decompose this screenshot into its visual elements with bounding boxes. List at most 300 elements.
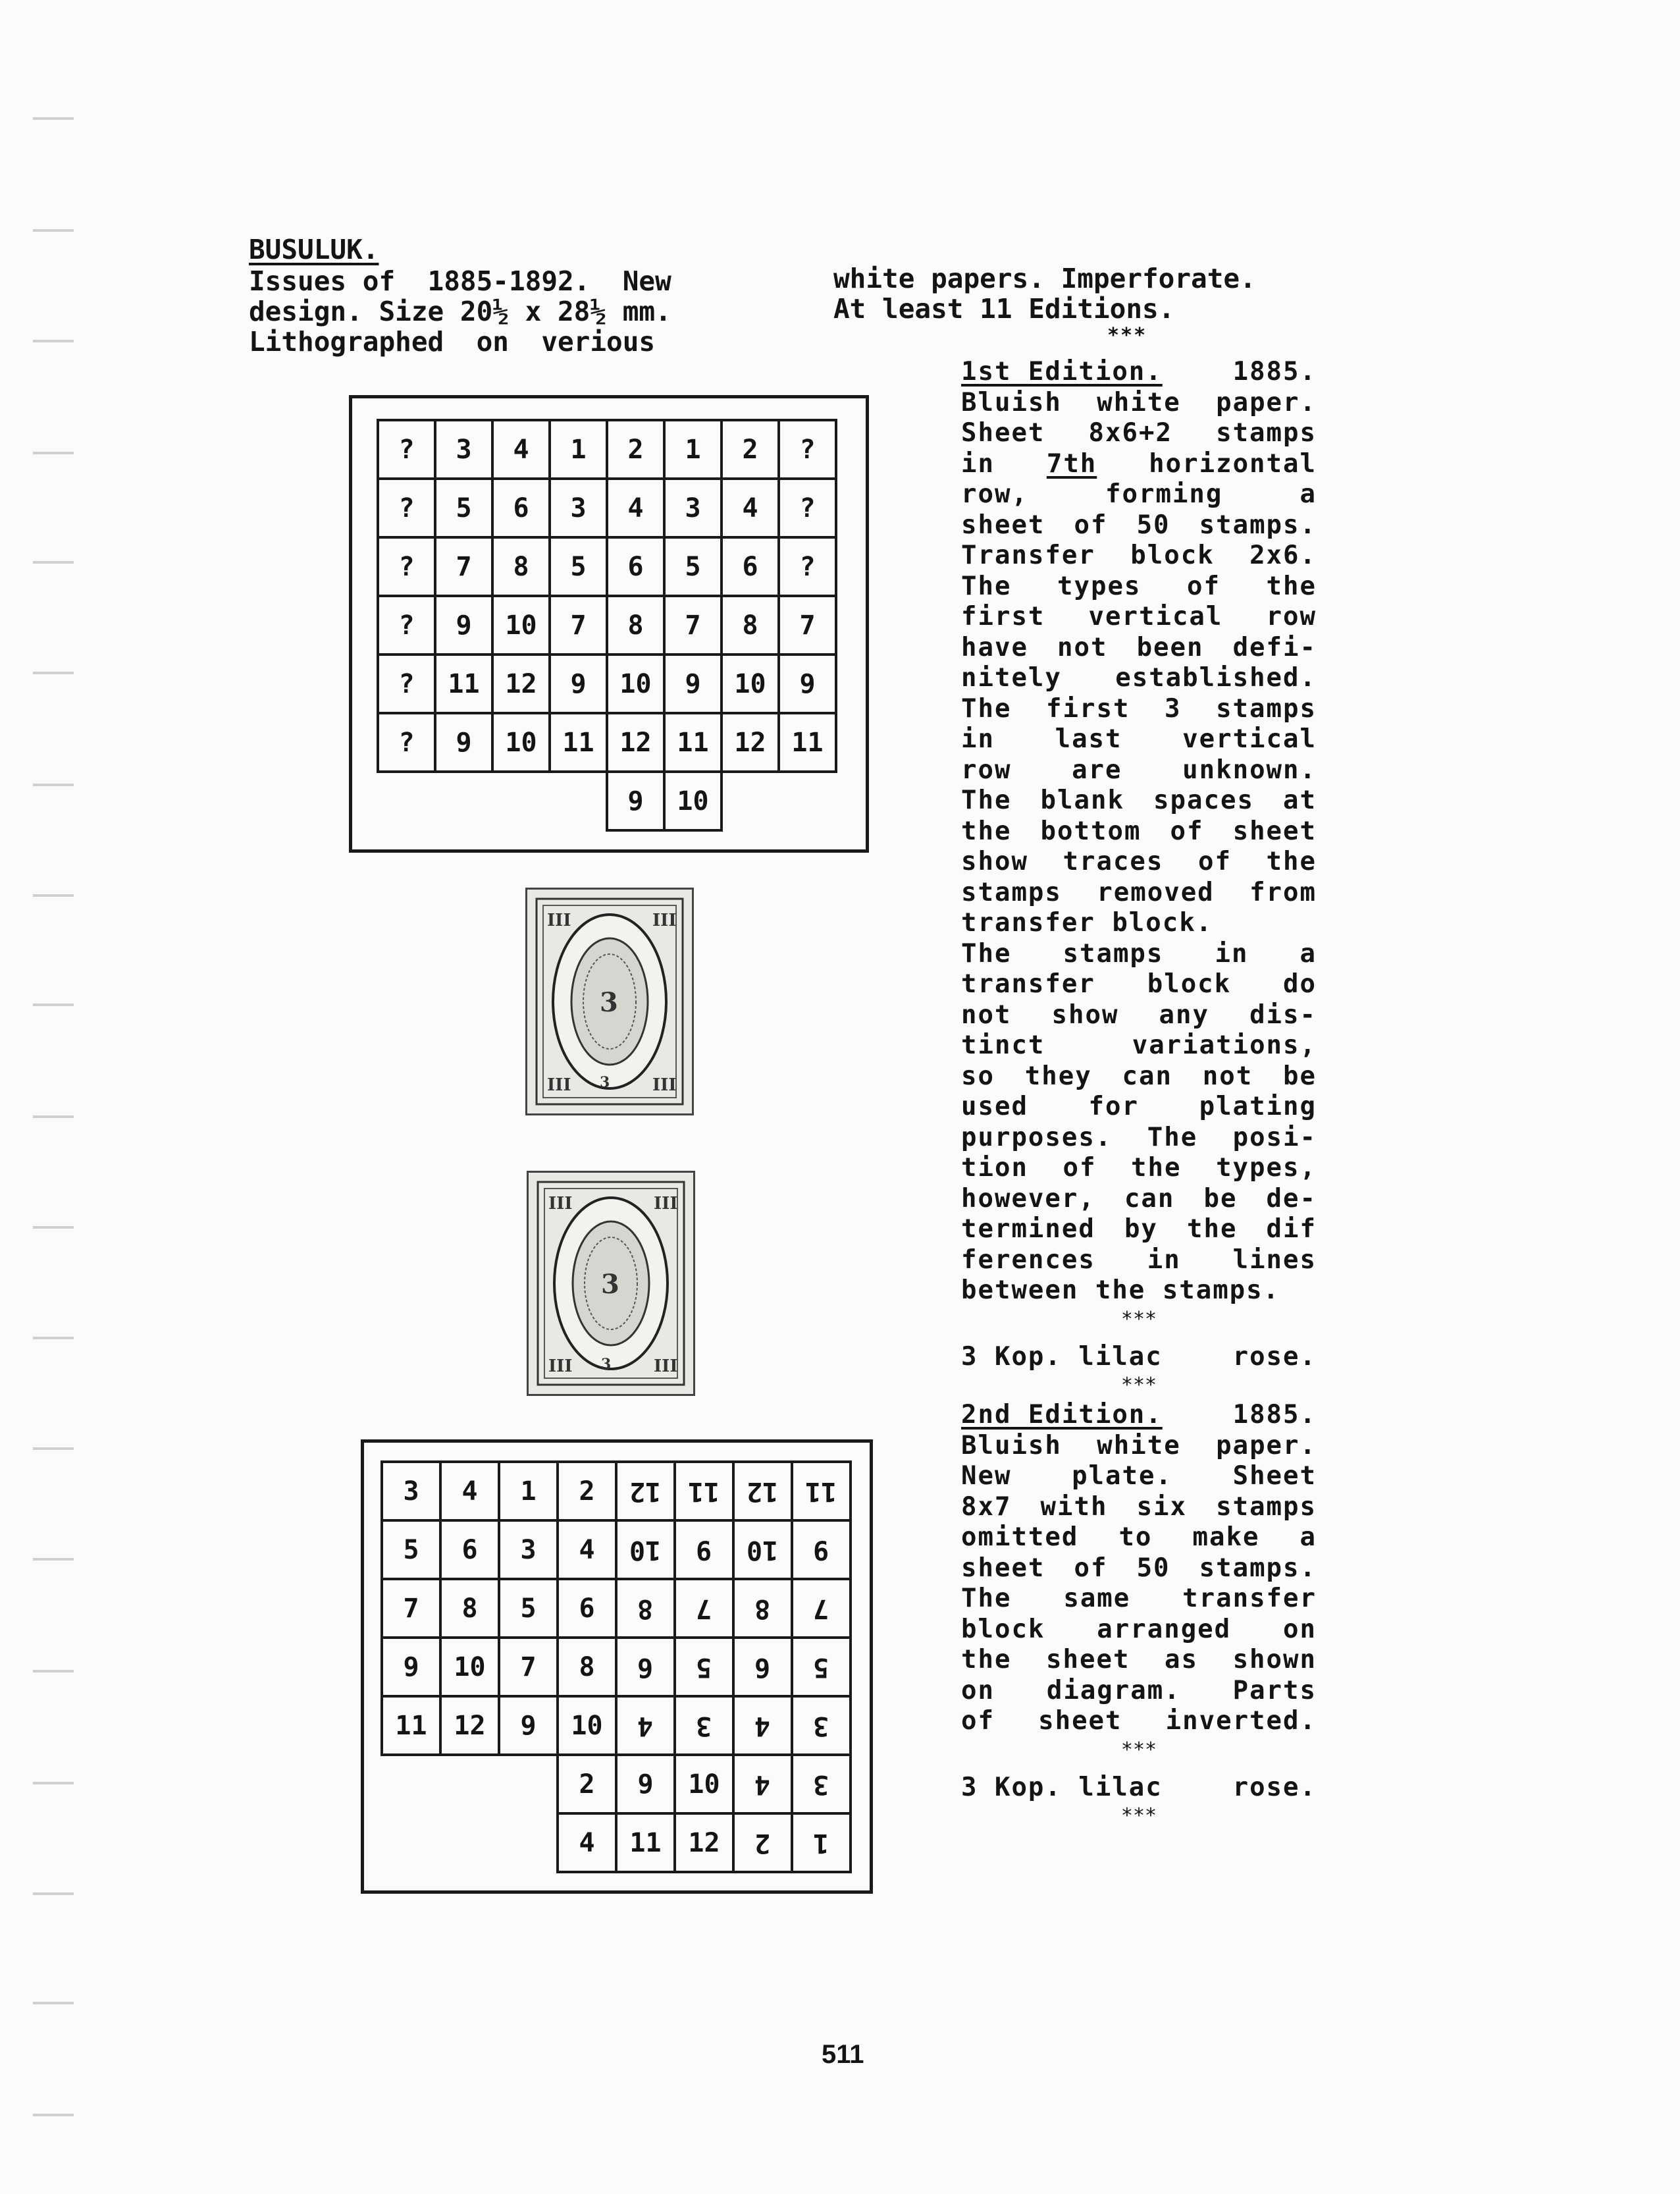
diagram-1-cell-value: ? [398,493,415,523]
diagram-2-cell [673,1578,735,1639]
diagram-1-cell [377,536,436,597]
svg-text:III: III [547,911,571,930]
edition-1-line-word: The [961,571,1012,601]
edition-1-line [961,541,1317,572]
diagram-1-cell [663,653,723,714]
diagram-1-cell-value: 11 [562,727,594,758]
diagram-2-cell [439,1695,500,1756]
svg-text:III: III [547,1075,571,1095]
diagram-2-cell [498,1460,559,1522]
diagram-2-cell-value: 6 [637,1651,654,1682]
svg-text:3: 3 [600,1074,610,1091]
diagram-1-cell-value: 12 [505,668,537,699]
edition-2-line-word: sheet [961,1553,1045,1583]
svg-text:III: III [548,1356,573,1376]
edition-1-line-word: can [1124,1183,1175,1214]
diagram-2-cell-value: 11 [805,1476,837,1507]
edition-1-line-word: Transfer [961,541,1095,570]
edition-2-line-word: inverted. [1165,1706,1317,1736]
edition-1-line-word: by [1124,1214,1158,1244]
diagram-1-cell [548,536,608,597]
edition-1-line-word: be [1203,1183,1238,1214]
diagram-2-cell-value: 9 [696,1534,712,1565]
edition-2-stamp-line-word: 3 Kop. lilac [961,1772,1163,1802]
diagram-1-cell [663,712,723,773]
edition-1-line [961,939,1317,970]
diagram-2-cell-value: 10 [629,1534,662,1565]
diagram-2-cell-value: 4 [637,1710,654,1741]
diagram-2-cell-value: 10 [454,1651,486,1682]
diagram-2-cell [439,1519,500,1580]
diagram-2-cell-value: 12 [454,1710,486,1741]
diagram-2-cell [615,1695,676,1756]
diagram-1-cell-value: 9 [627,786,644,816]
edition-1-heading [961,357,1317,388]
edition-1-line-word: of [1074,510,1108,540]
edition-1-line-word: 7th [1046,448,1097,479]
edition-1-line-word: of [1170,816,1204,846]
edition-2-line [961,1584,1317,1615]
diagram-1-cell [663,536,723,597]
diagram-2-cell [732,1636,793,1698]
diagram-1-cell-value: 8 [627,610,644,641]
diagram-1-cell-value: 9 [685,668,701,699]
edition-1-line-word: spaces [1153,786,1254,815]
diagram-1-cell [548,712,608,773]
diagram-1-cell-value: 7 [456,551,472,582]
edition-2-line [961,1676,1317,1707]
diagram-1-cell-value: 8 [742,610,758,641]
edition-2-line-word: a [1299,1522,1317,1552]
diagram-2-cell-value: 2 [754,1827,771,1858]
edition-1-line [961,663,1317,694]
edition-1-line-word: termined [961,1214,1095,1244]
diagram-1-cell-value: 10 [677,786,709,816]
diagram-2-cell [439,1460,500,1522]
edition-2-line-word: the [961,1645,1012,1674]
diagram-1-cell-value: 4 [742,493,758,523]
diagram-1-cell-value: 9 [456,610,472,641]
diagram-1-cell-value: 10 [734,668,766,699]
edition-1-line-word: they [1024,1061,1092,1091]
edition-1-line-word: purposes. [961,1122,1113,1152]
edition-1-line-word: have [961,632,1028,662]
edition-1-line-word: dif [1266,1214,1317,1244]
edition-1-line [961,633,1317,664]
edition-2-line-word: New [961,1461,1012,1491]
edition-1-line-word: vertical [1088,602,1223,631]
diagram-1-cell [491,595,551,656]
edition-1-line-word: first [1046,693,1130,724]
edition-1-line-word: block [1130,541,1215,570]
diagram-1-cell-value: 6 [742,551,758,582]
edition-1-line-word: between the stamps. [961,1275,1280,1305]
diagram-2-cell-value: 4 [579,1827,595,1858]
diagram-2-cell-value: 11 [629,1827,662,1858]
diagram-1-cell-value: ? [398,551,415,582]
diagram-1-cell-value: 7 [799,610,816,641]
diagram-1-cell-value: 9 [799,668,816,699]
edition-1-line [961,816,1317,847]
diagram-2-cell-value: 8 [461,1593,478,1624]
edition-2-heading-title: 2nd Edition. [961,1400,1163,1430]
diagram-2-cell-value: 7 [403,1593,419,1624]
edition-1-line-word: unknown. [1182,755,1317,785]
diagram-1-cell-value: 12 [619,727,652,758]
edition-2-line [961,1645,1317,1676]
diagram-1-cell-value: 9 [570,668,587,699]
diagram-2-cell [615,1519,676,1580]
diagram-2-cell [791,1753,852,1815]
diagram-2-cell [791,1460,852,1522]
edition-1-line-word: The [961,693,1012,724]
edition-1-line-word: not [1202,1061,1253,1091]
edition-1-line [961,1184,1317,1215]
edition-2-line-word: Sheet [1232,1461,1317,1491]
edition-2-line-word: Bluish [961,1430,1062,1460]
edition-1-line-word: in [961,724,995,754]
edition-1-line [961,847,1317,878]
edition-1-line-word: stamps [1216,418,1317,448]
diagram-2-cell [673,1460,735,1522]
diagram-1-cell-value: ? [398,668,415,699]
diagram-2-cell-value: 7 [520,1651,537,1682]
page-title: BUSULUK. [249,234,379,265]
diagram-2-cell [556,1812,617,1873]
diagram-2-cell-value: 5 [520,1593,537,1624]
edition-2-line [961,1431,1317,1462]
edition-1-line-word: can [1122,1061,1172,1091]
edition-2-stars-2: *** [1120,1804,1157,1827]
diagram-2-cell [732,1460,793,1522]
diagram-2-cell-value: 8 [637,1593,654,1624]
edition-2-line-word: white [1097,1430,1181,1460]
edition-1-line-word: row [961,755,1012,785]
diagram-1-cell-value: 1 [570,434,587,465]
edition-1-line-word: posi- [1232,1122,1317,1152]
diagram-1-cell-value: ? [398,610,415,641]
diagram-1-cell [606,712,666,773]
edition-1-line-word: removed [1097,877,1215,907]
diagram-2-cell-value: 3 [813,1710,829,1741]
diagram-1-cell-value: 11 [448,668,480,699]
diagram-1-cell-value: 3 [570,493,587,523]
diagram-1-cell-value: 12 [734,727,766,758]
edition-2-line-word: as [1165,1645,1198,1674]
diagram-2-cell-value: 5 [813,1651,829,1682]
edition-1-line-word: plating [1199,1092,1317,1121]
edition-2-line-word: stamps [1216,1491,1317,1522]
edition-1-heading-title: 1st Edition. [961,357,1163,387]
edition-1-line-word: tion [961,1153,1028,1183]
diagram-2-cell-value: 10 [571,1710,603,1741]
edition-1-stars-2: *** [1120,1374,1157,1397]
edition-2-line-word: stamps. [1199,1553,1317,1583]
edition-1-stamp-line [961,1342,1317,1373]
edition-1-line-word: so [961,1061,995,1091]
diagram-2-cell [439,1578,500,1639]
diagram-1-cell-value: 5 [570,551,587,582]
diagram-1-cell-value: ? [799,493,816,523]
diagram-1-cell-value: ? [398,727,415,758]
edition-2-stamp-line-word: rose. [1232,1772,1317,1802]
diagram-2-cell [381,1578,442,1639]
edition-1-line-word: used [961,1092,1028,1121]
edition-1-line-word: 2x6. [1249,541,1317,570]
edition-2-line-word: of [961,1706,995,1736]
edition-1-line-word: Sheet [961,418,1045,448]
diagram-1-cell [777,419,837,480]
edition-1-line-word: first [961,602,1045,631]
diagram-2-cell-value: 8 [754,1593,771,1624]
edition-1-line [961,510,1317,541]
diagram-2-cell-value: 4 [579,1534,595,1565]
edition-2-line [961,1522,1317,1553]
diagram-2-cell [673,1636,735,1698]
edition-1-line-word: types, [1216,1153,1317,1183]
diagram-2-cell-value: 5 [403,1534,419,1565]
edition-1-line-word: paper. [1216,387,1317,417]
edition-1-line-word: dis- [1249,1000,1317,1030]
diagram-1-cell-value: 5 [456,493,472,523]
diagram-2-cell [556,1753,617,1815]
diagram-1-cell [434,653,494,714]
edition-1-line-word: in [961,448,995,479]
diagram-1-cell [548,477,608,539]
diagram-2-cell-value: 12 [747,1476,779,1507]
edition-1-line-word: show [1051,1000,1119,1030]
diagram-1-cell [777,595,837,656]
diagram-1-cell [548,595,608,656]
diagram-2-cell-value: 3 [520,1534,537,1565]
edition-1-line-word: are [1072,755,1122,785]
edition-2-line-word: diagram. [1046,1675,1181,1705]
diagram-2-cell [673,1812,735,1873]
edition-2-line-word: 8x7 [961,1491,1012,1522]
edition-1-line [961,388,1317,419]
diagram-2-cell-value: 6 [754,1651,771,1682]
edition-1-line-word: stamps [1063,938,1164,969]
diagram-1-cell [663,419,723,480]
diagram-2-cell [498,1695,559,1756]
edition-1-line [961,755,1317,786]
diagram-1-cell [491,477,551,539]
diagram-2-cell-value: 10 [747,1534,779,1565]
diagram-1-cell-value: ? [799,551,816,582]
diagram-1-cell-value: 9 [456,727,472,758]
stamp-image-2 [527,1171,695,1396]
edition-1-line-word: in [1147,1244,1181,1275]
diagram-1-cell [434,536,494,597]
edition-1-line-word: variations, [1132,1030,1317,1060]
edition-1-stamp-line-word: rose. [1232,1341,1317,1372]
edition-1-line-word: horizontal [1149,448,1317,479]
edition-1-line-word: been [1136,632,1204,662]
diagram-1-cell [720,419,780,480]
edition-1-line [961,694,1317,725]
edition-2-line-word: to [1118,1522,1153,1552]
diagram-2-cell [732,1578,793,1639]
diagram-1-cell [548,653,608,714]
svg-text:3: 3 [601,1269,619,1300]
diagram-2-cell-value: 12 [629,1476,662,1507]
diagram-2-cell-value: 12 [688,1827,720,1858]
edition-1-line-word: of [1186,571,1221,601]
svg-text:III: III [652,911,677,930]
diagram-2-cell [498,1636,559,1698]
diagram-2-cell [381,1460,442,1522]
diagram-2-cell-value: 5 [696,1651,712,1682]
diagram-1-cell-value: 6 [627,551,644,582]
diagram-2-cell-value: 11 [395,1710,427,1741]
diagram-1-cell [491,653,551,714]
edition-1-line [961,602,1317,633]
diagram-2-cell-value: 4 [461,1476,478,1507]
svg-text:3: 3 [601,1356,612,1373]
edition-2-line-word: of [1074,1553,1108,1583]
diagram-2-cell [381,1636,442,1698]
edition-1-line [961,786,1317,816]
edition-2-line-word: make [1192,1522,1260,1552]
edition-1-line-word: be [1282,1061,1317,1091]
diagram-1-cell [377,595,436,656]
edition-1-line-word: not [961,1000,1012,1030]
edition-1-line-word: bottom [1040,816,1142,846]
diagram-2-cell-value: 1 [813,1827,829,1858]
edition-1-line [961,878,1317,909]
diagram-2-cell-value: 1 [520,1476,537,1507]
edition-1-stars-1: *** [1120,1307,1157,1331]
diagram-1-cell [377,653,436,714]
diagram-1-cell-value: 2 [627,434,644,465]
diagram-2-cell [732,1753,793,1815]
edition-1-line [961,1123,1317,1154]
diagram-1-cell-value: 10 [505,727,537,758]
diagram-2-cell [791,1519,852,1580]
diagram-1-cell-value: 10 [619,668,652,699]
stamp-image-1 [525,888,694,1115]
diagram-1-cell-value: 5 [685,551,701,582]
diagram-2-cell [732,1519,793,1580]
diagram-1-cell-value: 3 [456,434,472,465]
diagram-2-cell-value: 2 [579,1769,595,1800]
diagram-2-cell-value: 9 [520,1710,537,1741]
edition-1-line [961,1092,1317,1123]
diagram-1-cell [663,770,723,832]
diagram-1-cell [720,536,780,597]
diagram-2-cell-value: 2 [579,1476,595,1507]
diagram-2-cell [791,1812,852,1873]
edition-1-line-word: at [1283,786,1317,815]
edition-1-line-word: transfer [961,969,1095,999]
diagram-2-cell-value: 3 [813,1769,829,1800]
edition-1-heading-year: 1885. [1232,357,1317,387]
edition-2-line-word: 50 [1136,1553,1170,1583]
edition-1-line-word: ferences [961,1244,1095,1275]
diagram-1-cell [777,653,837,714]
stamp-illustration-1 [527,890,692,1113]
edition-1-line-word: nitely [961,663,1062,693]
diagram-1-cell [434,712,494,773]
edition-1-line-word: Bluish [961,387,1062,417]
diagram-2-cell [556,1519,617,1580]
intro-left-line-2: design. Size 20½ x 28½ mm. [249,296,671,327]
edition-1-line-word: The [961,938,1012,969]
edition-2-line [961,1615,1317,1646]
diagram-1-cell-value: 4 [513,434,529,465]
diagram-1-cell [491,536,551,597]
diagram-2-cell [732,1812,793,1873]
edition-2-heading [961,1400,1317,1431]
diagram-1-cell-value: 4 [627,493,644,523]
diagram-1-cell-value: 11 [677,727,709,758]
edition-2-line-word: The [961,1584,1012,1613]
edition-1-line-word: any [1159,1000,1209,1030]
edition-1-line-word: stamps [961,877,1062,907]
diagram-1-cell [434,477,494,539]
edition-1-line-word: the [961,816,1012,846]
page-number: 511 [822,2040,864,2069]
edition-1-line-word: sheet [1232,816,1317,846]
diagram-2-cell [615,1753,676,1815]
diagram-2-cell [556,1578,617,1639]
edition-1-line [961,1275,1317,1306]
edition-2-line-word: on [1283,1614,1317,1644]
diagram-2-cell [439,1636,500,1698]
svg-text:III: III [654,1356,678,1376]
diagram-1-cell-value: 8 [513,551,529,582]
diagram-2-cell [498,1519,559,1580]
diagram-2-cell [381,1519,442,1580]
diagram-2-cell [615,1636,676,1698]
diagram-2-cell-value: 9 [403,1651,419,1682]
diagram-2-cell [556,1460,617,1522]
edition-2-line-word: on [961,1675,995,1705]
edition-1-line [961,572,1317,602]
edition-2-line-word: plate. [1072,1461,1172,1491]
intro-right-line-2: At least 11 Editions. [833,293,1175,325]
diagram-1-cell-value: 10 [505,610,537,641]
diagram-2-cell [615,1578,676,1639]
edition-1-line-word: row, [961,479,1028,509]
diagram-2-cell [732,1695,793,1756]
diagram-1-cell-value: ? [799,434,816,465]
edition-1-line-word: do [1283,969,1317,999]
diagram-1-cell-value: 7 [570,610,587,641]
edition-2-heading-year: 1885. [1232,1400,1317,1430]
edition-1-line-word: from [1249,877,1317,907]
diagram-2-cell [381,1695,442,1756]
edition-1-line-word: 50 [1136,510,1170,540]
diagram-1-cell [548,419,608,480]
edition-1-stamp-line-word: 3 Kop. lilac [961,1341,1163,1372]
edition-1-line [961,969,1317,1000]
edition-1-line-word: 8x6+2 [1088,418,1172,448]
edition-2-line [961,1492,1317,1523]
diagram-1-cell [606,595,666,656]
diagram-2-cell [791,1636,852,1698]
svg-text:III: III [548,1194,573,1214]
edition-2-line [961,1553,1317,1584]
edition-1-line-word: types [1057,571,1142,601]
edition-2-line-word: shown [1232,1645,1317,1674]
diagram-1-cell [491,712,551,773]
diagram-2-cell-value: 10 [688,1769,720,1800]
edition-2-line-word: six [1136,1491,1188,1522]
diagram-2-cell [556,1636,617,1698]
edition-1-line-word: not [1057,632,1108,662]
edition-1-line-word: established. [1115,663,1317,693]
